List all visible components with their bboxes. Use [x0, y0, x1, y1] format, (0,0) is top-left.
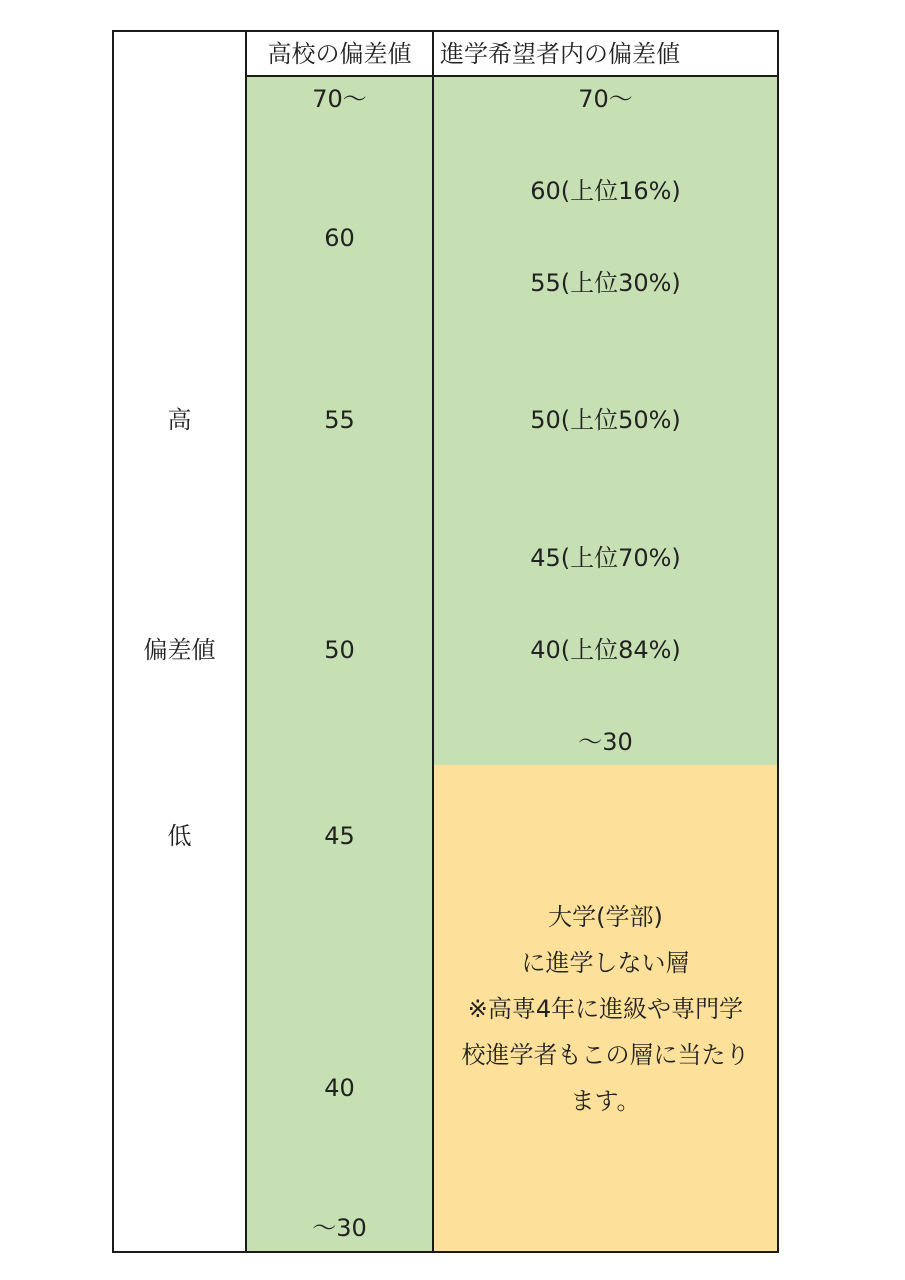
school-values-column: [247, 30, 432, 1253]
applicant-value: 40(上位84%): [530, 636, 681, 664]
axis-label-low: 低: [167, 822, 192, 850]
school-value: 70〜: [312, 85, 367, 113]
table-border-right: [777, 30, 779, 1253]
axis-label-high: 高: [167, 406, 192, 434]
applicant-value: 45(上位70%): [530, 544, 681, 572]
note-line: ます。: [570, 1087, 641, 1115]
school-value: 55: [324, 406, 355, 434]
axis-label-middle: 偏差値: [143, 636, 216, 664]
applicant-values-column: [434, 30, 777, 1253]
note-line: 校進学者もこの層に当たり: [461, 1041, 750, 1069]
axis-label-column: [114, 30, 245, 1253]
school-value: 45: [324, 822, 355, 850]
deviation-table: [112, 30, 779, 1253]
school-value: 50: [324, 636, 355, 664]
applicant-value: 50(上位50%): [530, 406, 681, 434]
note-line: ※高専4年に進級や専門学: [467, 995, 744, 1023]
note-line: 大学(学部): [548, 903, 663, 931]
header-applicants-label: 進学希望者内の偏差値: [440, 40, 680, 68]
applicant-value: 55(上位30%): [530, 269, 681, 297]
applicant-value: 〜30: [578, 728, 633, 756]
school-value: 〜30: [312, 1214, 367, 1242]
non-university-note: [434, 894, 777, 1124]
header-school-label: 高校の偏差値: [267, 40, 412, 68]
note-line: に進学しない層: [521, 949, 690, 977]
applicant-value: 60(上位16%): [530, 177, 681, 205]
school-value: 60: [324, 224, 355, 252]
applicant-value: 70〜: [578, 85, 633, 113]
school-value: 40: [324, 1074, 355, 1102]
